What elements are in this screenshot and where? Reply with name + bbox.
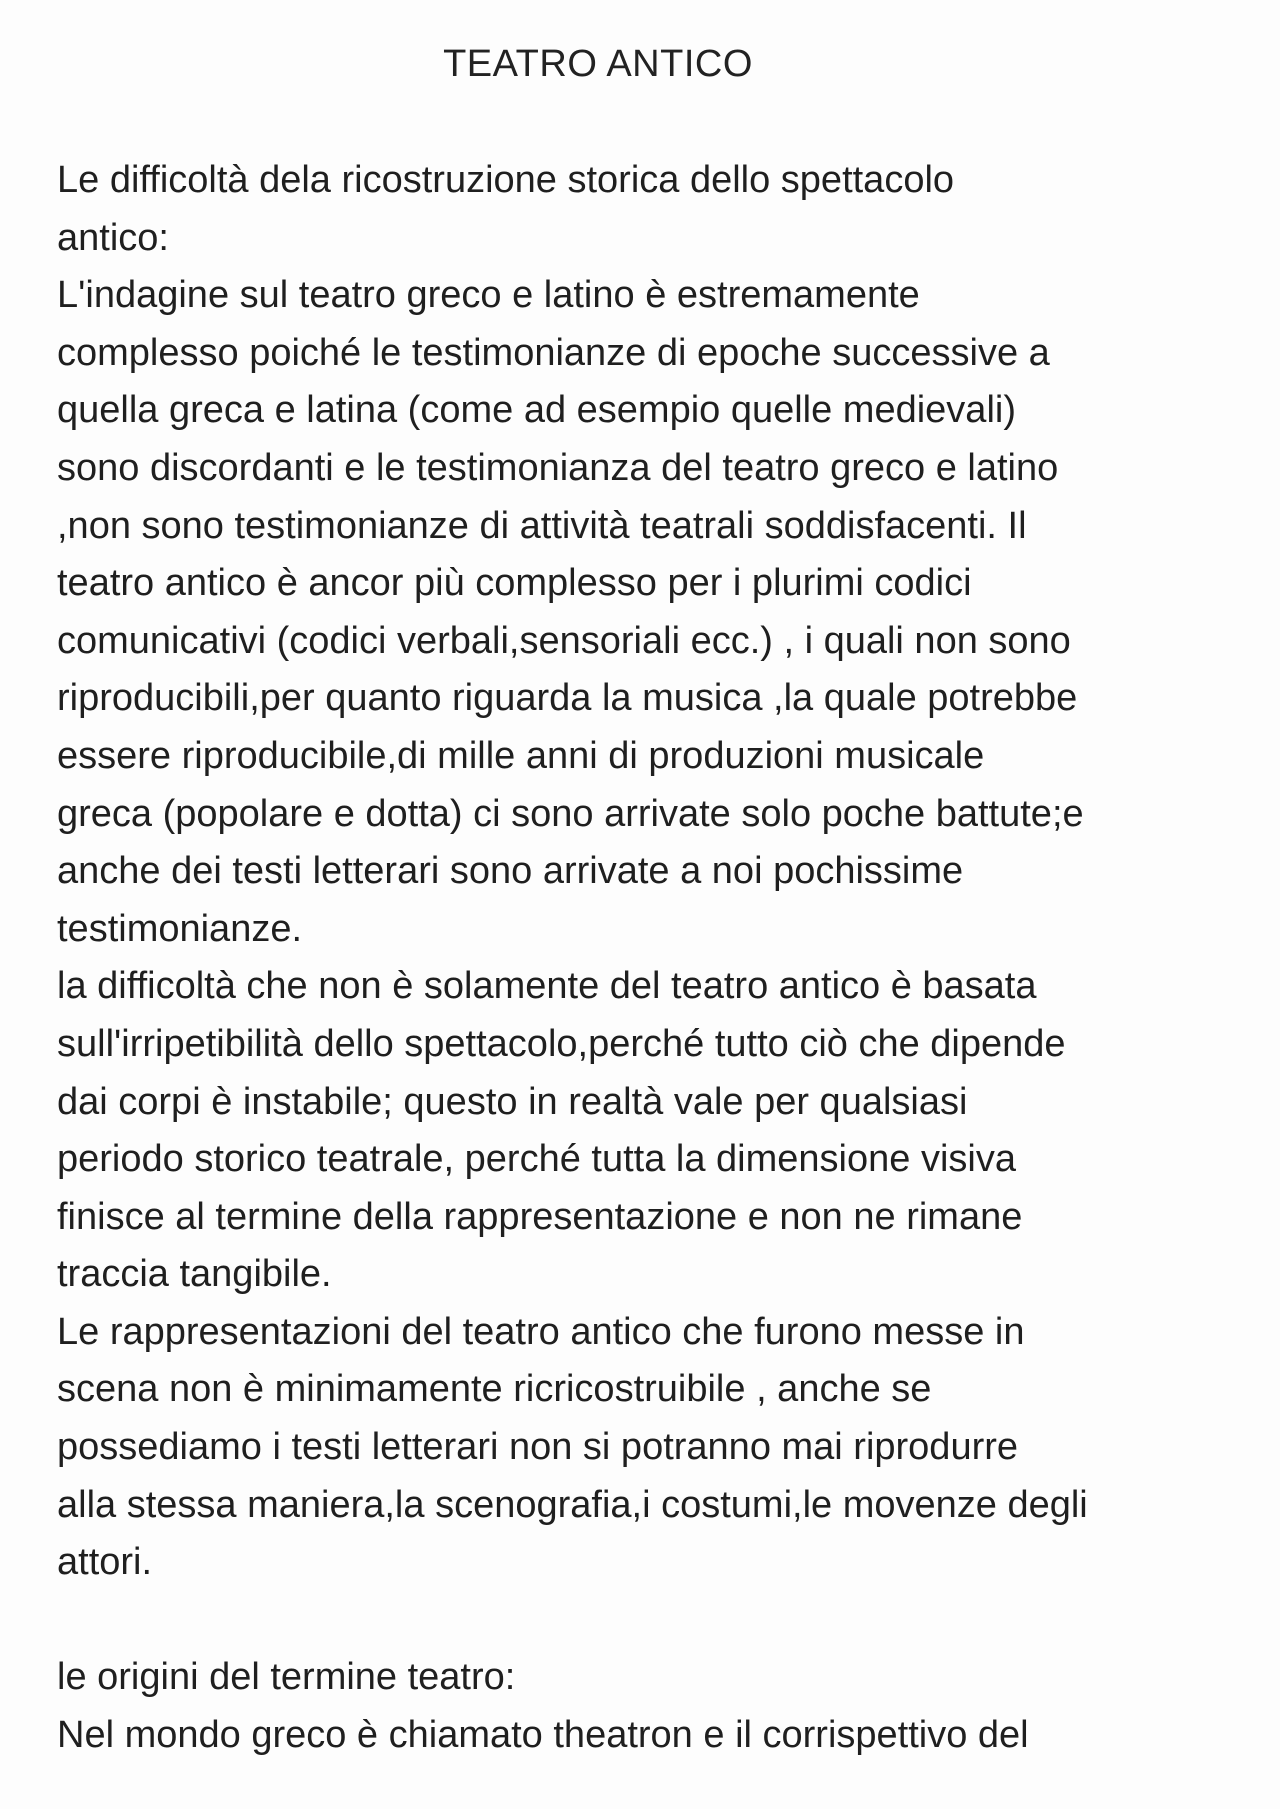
text-line: ,non sono testimonianze di attività teatrali soddisfacenti. Il [57, 504, 1027, 547]
text-line: teatro antico è ancor più complesso per i plurimi codici [57, 562, 972, 605]
text-line: riproducibili,per quanto riguarda la musica ,la quale potrebbe [57, 677, 1078, 720]
text-line: greca (popolare e dotta) ci sono arrivate solo poche battute;e [57, 792, 1084, 835]
text-line: quella greca e latina (come ad esempio quelle medievali) [57, 389, 1016, 432]
text-line: comunicativi (codici verbali,sensoriali ecc.) , i quali non sono [57, 619, 1071, 662]
document-title: TEATRO ANTICO [443, 43, 753, 85]
text-line: essere riproducibile,di mille anni di produzioni musicale [57, 734, 985, 777]
text-line: periodo storico teatrale, perché tutta la dimensione visiva [57, 1138, 1016, 1181]
document-body [57, 152, 1247, 1765]
text-line: attori. [57, 1541, 153, 1584]
text-line: alla stessa maniera,la scenografia,i costumi,le movenze degli [57, 1483, 1088, 1526]
text-line: L'indagine sul teatro greco e latino è estremamente [57, 274, 920, 317]
text-line: sono discordanti e le testimonianza del teatro greco e latino [57, 446, 1059, 489]
text-line: testimonianze. [57, 907, 303, 950]
text-line: traccia tangibile. [57, 1253, 332, 1296]
text-line: anche dei testi letterari sono arrivate a noi pochissime [57, 850, 964, 893]
text-line: Nel mondo greco è chiamato theatron e il corrispettivo del [57, 1714, 1029, 1757]
section-heading: le origini del termine teatro: [57, 1656, 516, 1699]
text-line: sull'irripetibilità dello spettacolo,perché tutto ciò che dipende [57, 1022, 1066, 1065]
text-line: dai corpi è instabile; questo in realtà vale per qualsiasi [57, 1080, 968, 1123]
text-line: complesso poiché le testimonianze di epoche successive a [57, 331, 1050, 374]
text-line: scena non è minimamente ricricostruibile , anche se [57, 1368, 932, 1411]
text-line: la difficoltà che non è solamente del teatro antico è basata [57, 965, 1037, 1008]
text-line: antico: [57, 216, 169, 259]
text-line: Le difficoltà dela ricostruzione storica dello spettacolo [57, 159, 955, 201]
text-line: Le rappresentazioni del teatro antico che furono messe in [57, 1310, 1025, 1353]
text-line: possediamo i testi letterari non si potranno mai riprodurre [57, 1426, 1019, 1469]
paragraph-spacer [57, 1592, 1247, 1650]
text-line: finisce al termine della rappresentazione e non ne rimane [57, 1195, 1023, 1238]
